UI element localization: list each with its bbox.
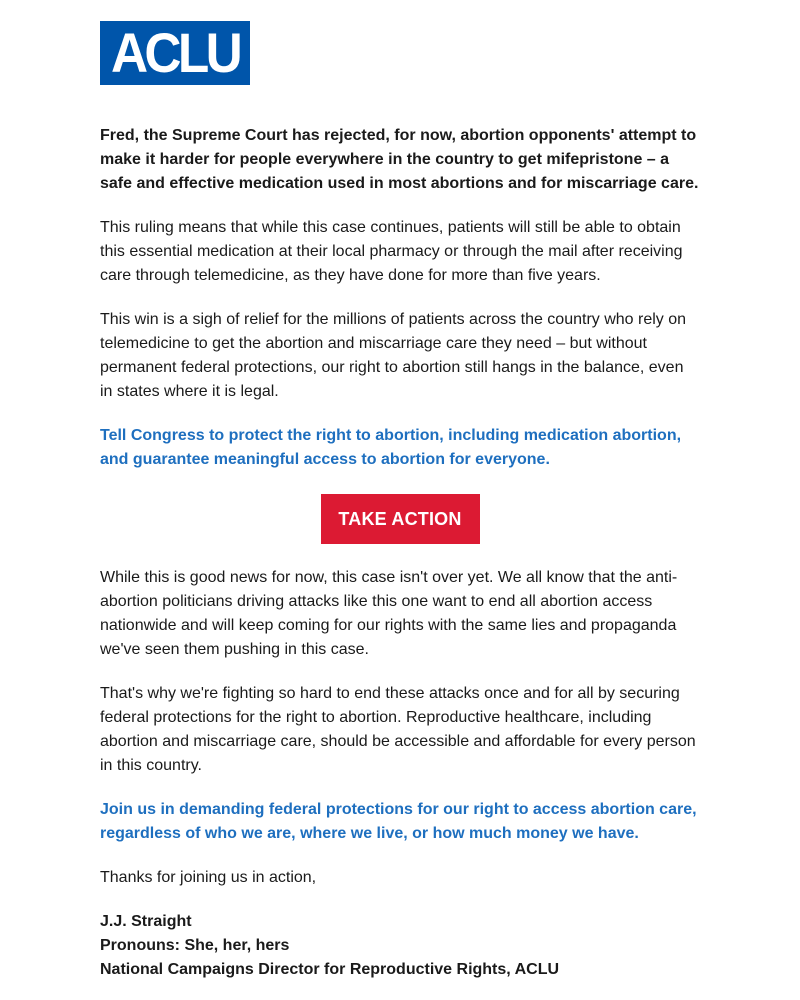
aclu-logo-wordmark <box>110 28 240 78</box>
signature-name: J.J. Straight <box>100 913 192 930</box>
svg-text:ACLU: ACLU <box>111 28 240 78</box>
body-paragraph-2: This win is a sigh of relief for the millions of patients across the country who rely on telemedicine to get the abortion and miscarriage care they need – but without permanent federal protections, our right to abortion still hangs in the balance, even in states where it is legal. <box>100 311 687 400</box>
body-paragraph-1: This ruling means that while this case continues, patients will still be able to obtain this essential medication at their local pharmacy or through the mail after receiving care through telemedicine, as they have done for more than five years. <box>100 219 683 284</box>
body-paragraph-3: While this is good news for now, this case isn't over yet. We all know that the anti-abortion politicians driving attacks like this one want to end all abortion access nationwide and will keep coming for our rights with the same lies and propaganda we've seen them pushing in this case. <box>100 569 678 658</box>
lead-paragraph: Fred, the Supreme Court has rejected, for now, abortion opponents' attempt to make it harder for people everywhere in the country to get mifepristone – a safe and effective medication used in most abortions and for miscarriage care. <box>100 127 699 192</box>
tell-congress-link[interactable]: Tell Congress to protect the right to abortion, including medication abortion, and guarantee meaningful access to abortion for everyone. <box>100 427 682 468</box>
signature-block <box>100 910 700 982</box>
email-body <box>100 21 700 982</box>
take-action-button[interactable]: TAKE ACTION <box>321 494 480 544</box>
join-us-link[interactable]: Join us in demanding federal protections for our right to access abortion care, regardless of who we are, where we live, or how much money we have. <box>100 801 697 842</box>
button-row <box>100 494 700 544</box>
signature-pronouns: Pronouns: She, her, hers <box>100 937 290 954</box>
signature-title: National Campaigns Director for Reproductive Rights, ACLU <box>100 961 560 978</box>
aclu-logo[interactable] <box>100 21 250 85</box>
closing-line: Thanks for joining us in action, <box>100 869 317 886</box>
body-paragraph-4: That's why we're fighting so hard to end these attacks once and for all by securing federal protections for the right to abortion. Reproductive healthcare, including abortion and miscarriage care, should be accessible and affordable for every person in this country. <box>100 685 696 774</box>
